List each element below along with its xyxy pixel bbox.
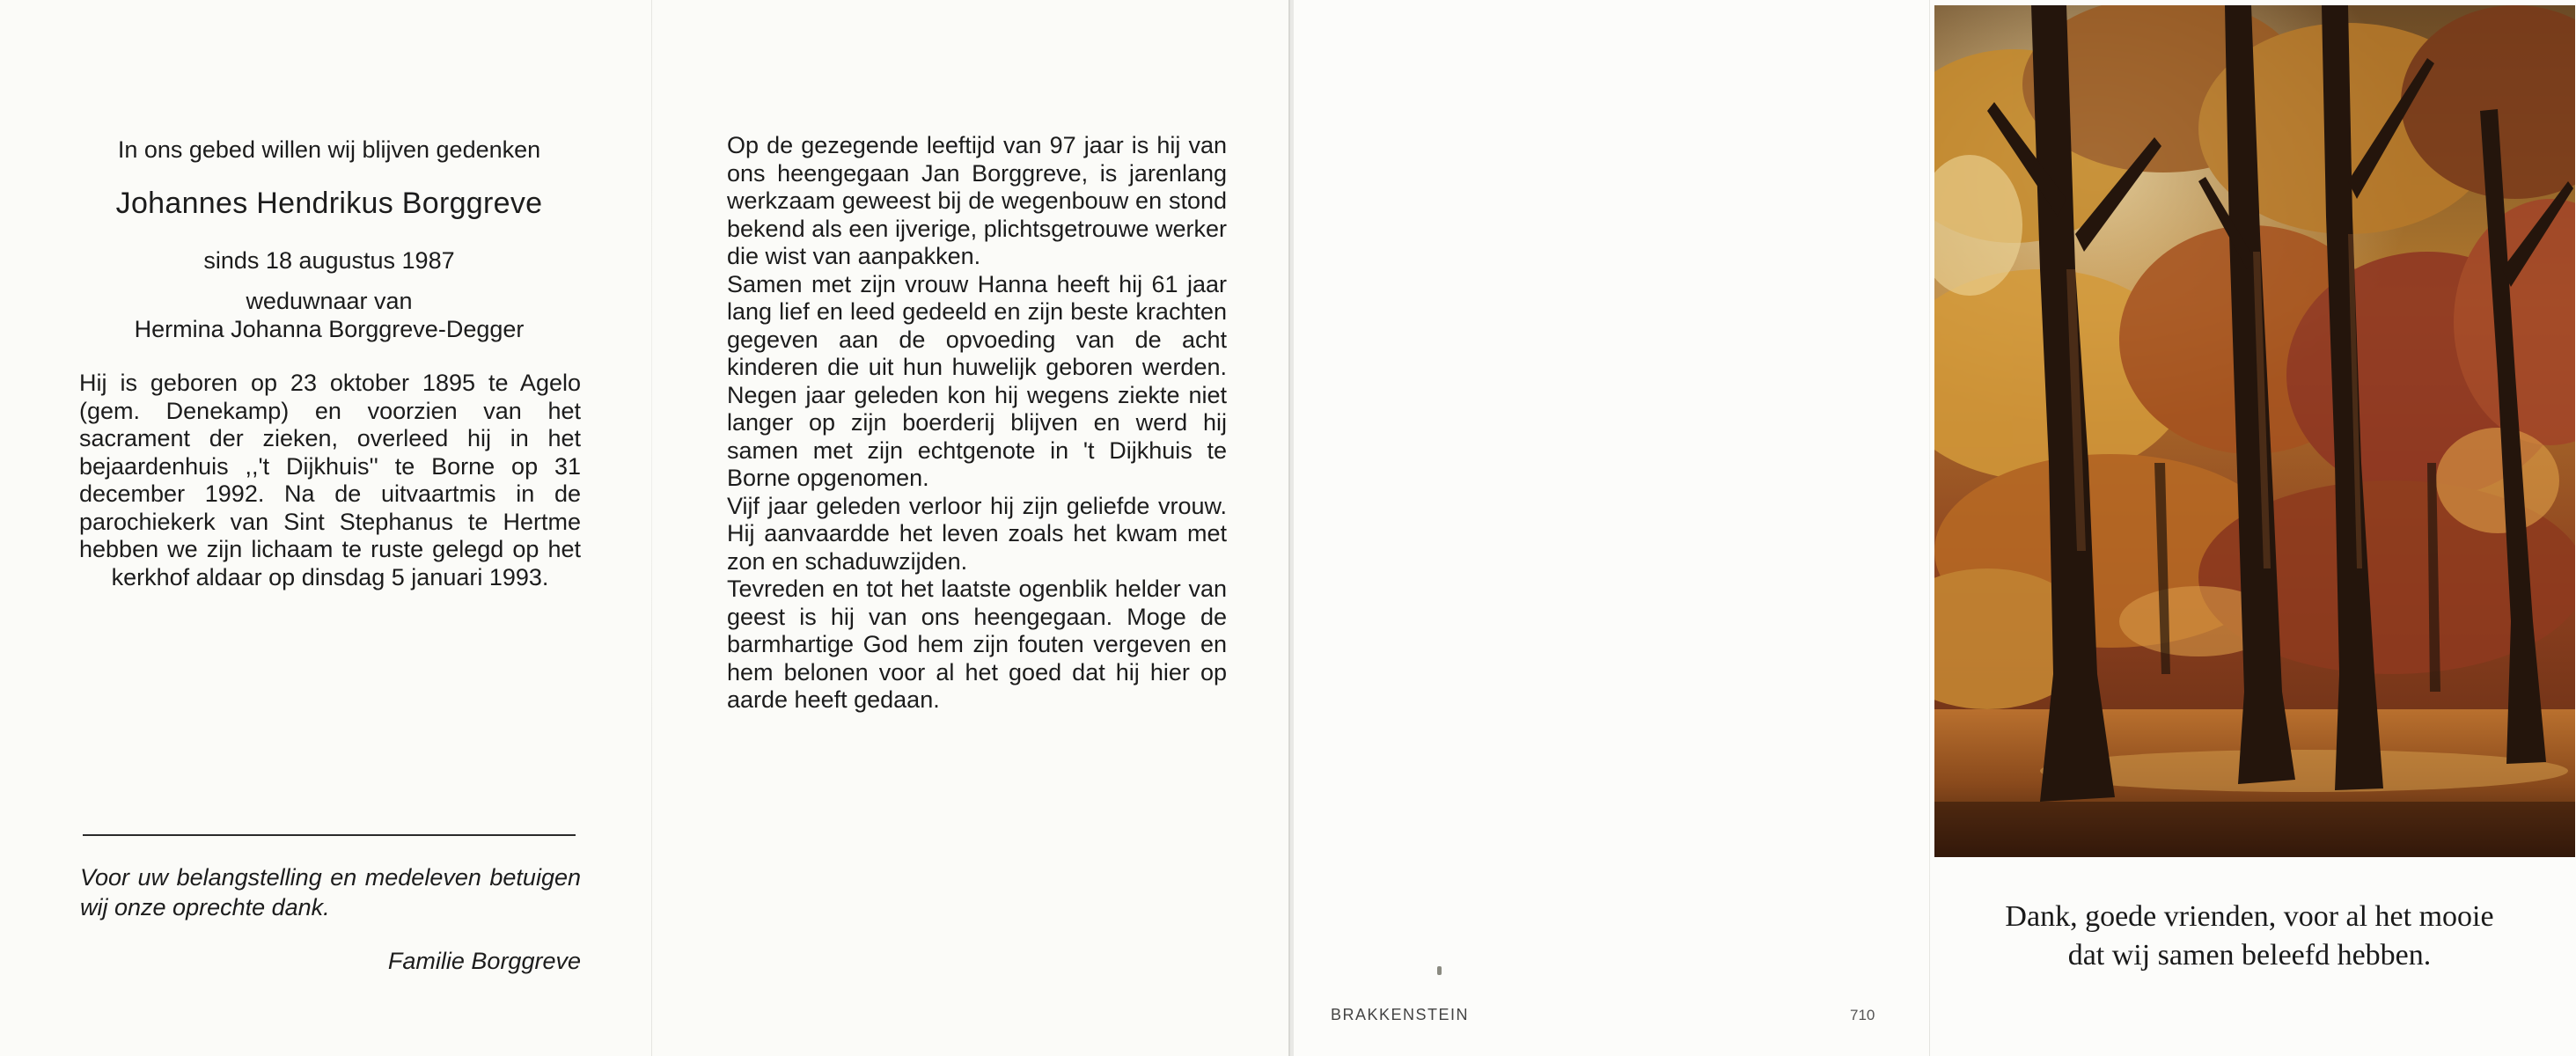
deceased-name: Johannes Hendrikus Borggreve [115,187,543,220]
obituary-panel [77,0,581,1056]
biography-panel [727,0,1227,1056]
publisher-imprint: BRAKKENSTEIN [1331,1006,1470,1023]
intro-text: In ons gebed willen wij blijven gedenken [117,136,541,163]
outer-spread [1294,0,2576,1056]
card-number: 710 [1850,1007,1875,1023]
widower-label: weduwnaar van [246,288,413,314]
caption-line: Dank, goede vrienden, voor al het mooie [2005,900,2494,933]
spouse-name: Hermina Johanna Borggreve-Degger [134,316,525,342]
biography-paragraph: Op de gezegende leeftijd van 97 jaar is hij van ons heengegaan Jan Borggreve, is jarenlang werkzaam geweest bij de wegenbouw en stond bekend als een ijverige, plichtsgetrouwe werker die wist van aanpakken. [727,132,1227,269]
autumn-forest-photo [1934,5,2575,857]
caption-line: dat wij samen beleefd hebben. [2067,939,2432,972]
thanks-text: Voor uw belangstelling en medeleven betuigen wij onze oprechte dank. [80,864,581,920]
biography-text [727,132,1227,715]
cover-caption [1924,898,2575,975]
family-signature: Familie Borggreve [387,948,581,974]
center-fold [651,0,652,1056]
divider-line [83,834,576,836]
widower-block [77,287,581,343]
obituary-body: Hij is geboren op 23 oktober 1895 te Agelo (gem. Denekamp) en voorzien van het sacrament der zieken, overleed hij in het bejaardenhuis ,,'t Dijkhuis'' te Borne op 31 december 1992. Na de uitvaartmis in de parochiekerk van Sint Stephanus te Hertme hebben we zijn lichaam te ruste gelegd op het kerkhof aldaar op dinsdag 5 januari 1993. [79,370,581,590]
forest-illustration [1934,5,2575,857]
biography-paragraph: Tevreden en tot het laatste ogenblik helder van geest is hij van ons heengegaan. Moge de barmhartige God hem zijn fouten vergeven en hem belonen voor al het goed dat hij hier op aarde heeft gedaan. [727,576,1227,713]
paper-speck [1437,966,1442,975]
since-date: sinds 18 augustus 1987 [203,247,455,274]
biography-paragraph: Vijf jaar geleden verloor hij zijn geliefde vrouw. Hij aanvaardde het leven zoals het kwam met zon en schaduwzijden. [727,492,1227,575]
biography-paragraph: Samen met zijn vrouw Hanna heeft hij 61 jaar lang lief en leed gedeeld en zijn beste krachten gegeven aan de opvoeding van de acht kinderen die uit hun huwelijk geboren werden. Negen jaar geleden kon hij wegens ziekte niet langer op zijn boerderij blijven en werd hij samen met zijn echtgenote in 't Dijkhuis te Borne opgenomen. [727,270,1227,491]
